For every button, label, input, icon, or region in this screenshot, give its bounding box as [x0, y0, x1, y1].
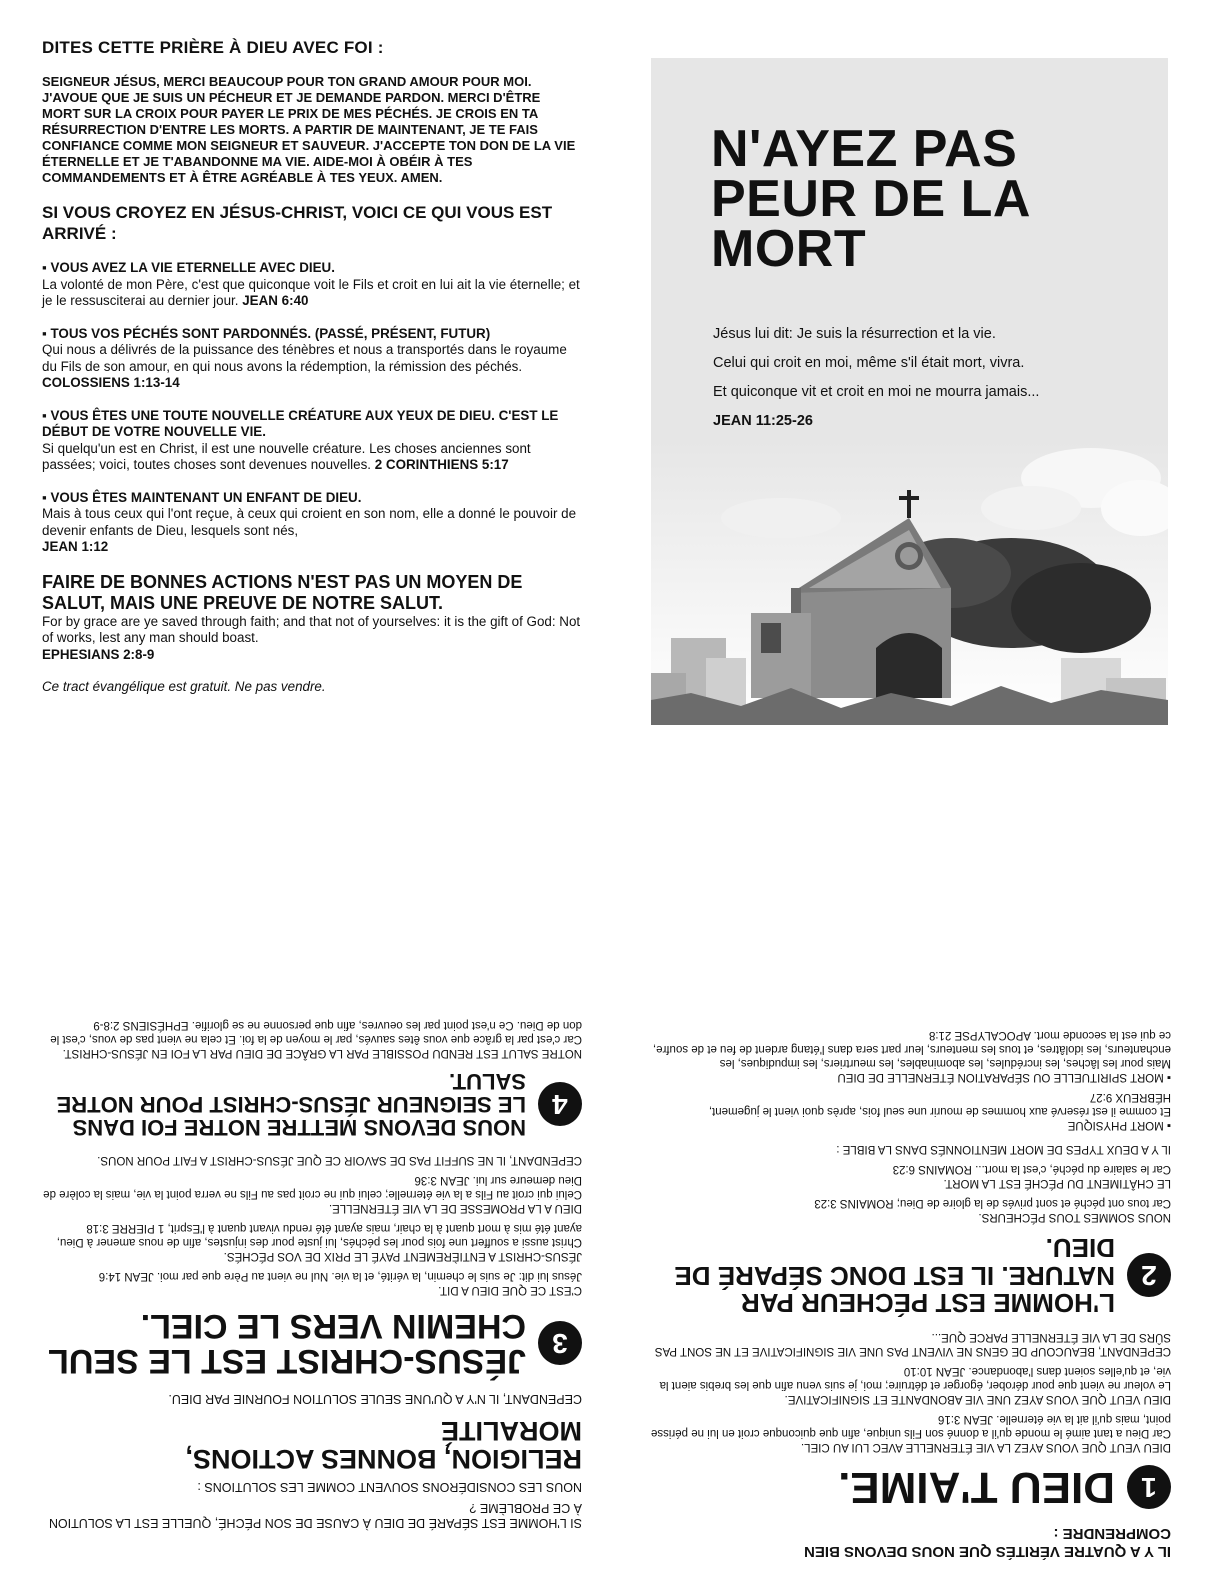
verse-text: Car Dieu a tant aimé le monde qu'il a donné son Fils unique, afin que quiconque croit en lui ne périsse point, mais qu'il ait la vie éternelle.	[650, 1412, 1171, 1439]
verse-ref: HÉBREUX 9:27	[1089, 1090, 1171, 1103]
benefit-item	[42, 326, 582, 392]
benefit-ref: JEAN 1:12	[42, 539, 109, 554]
verse-text: Le voleur ne vient que pour dérober, égorger et détruire; moi, je suis venu afin que les brebis aient la vie, et qu'elles soient dans l'abondance.	[659, 1364, 1171, 1391]
verse-text: Jésus lui dit: Je suis le chemin, la vérité, et la vie. Nul ne vient au Père que par moi.	[156, 1269, 582, 1282]
solutions-list: RELIGION, BONNES ACTIONS, MORALITÉ	[185, 1415, 582, 1474]
benefit-ref: JEAN 6:40	[242, 293, 309, 308]
benefit-title: ▪ VOUS ÊTES MAINTENANT UN ENFANT DE DIEU.	[42, 489, 362, 505]
step-2-title: L'HOMME EST PÉCHEUR PAR NATURE. IL EST DONC SÉPARÉ DE DIEU.	[674, 1233, 1115, 1318]
benefit-title: ▪ VOUS ÊTES UNE TOUTE NOUVELLE CRÉATURE AUX YEUX DE DIEU. C'EST LE DÉBUT DE VOTRE NOUVELLE VIE.	[42, 407, 559, 439]
benefit-title: ▪ VOUS AVEZ LA VIE ETERNELLE AVEC DIEU.	[42, 260, 335, 275]
verse-ref: APOCALYPSE 21:8	[928, 1028, 1031, 1041]
verse-text: Et comme il est réservé aux hommes de mourir une seul fois, après quoi vient le jugement,	[708, 1104, 1171, 1117]
verse-text: Mais pour les lâches, les incrédules, les abominables, les meurtriers, les impudiques, les enchanteurs, les idolâtres, et tous les menteurs, leur part sera dans l'étang ardent de feu et de soufre, ce qui est la seconde mort.	[652, 1028, 1171, 1069]
solution-question: SI L'HOMME EST SÉPARÉ DE DIEU À CAUSE DE SON PÉCHÉ, QUELLE EST LA SOLUTION À CE PROBLÈME ?	[48, 1501, 582, 1530]
step-1-point: DIEU VEUT QUE VOUS AYEZ LA VIE ÉTERNELLE AVEC LUI AU CIEL.	[800, 1440, 1171, 1453]
benefit-text: Mais à tous ceux qui l'ont reçue, à ceux qui croient en son nom, elle a donné le pouvoir de devenir enfants de Dieu, lesquels sont nés,	[42, 506, 577, 538]
verse-ref: JEAN 10:10	[903, 1364, 966, 1377]
benefit-text: La volonté de mon Père, c'est que quiconque voit le Fils et croit en lui ait la vie éternelle; et je le ressusciterai au dernier jour.	[42, 276, 580, 308]
step-2-point: IL Y A DEUX TYPES DE MORT MENTIONNÉS DANS LA BIBLE :	[836, 1142, 1171, 1155]
solution-intro: NOUS LES CONSIDÉRONS SOUVENT COMME LES SOLUTIONS :	[197, 1480, 582, 1494]
step-3-point: JÉSUS-CHRIST A ENTIÈREMENT PAYÉ LE PRIX DE VOS PÉCHÉS.	[223, 1249, 582, 1262]
only-one-solution: CEPENDANT, IL N'Y A QU'UNE SEULE SOLUTION FOURNIE PAR DIEU.	[168, 1392, 582, 1407]
verse-ref: JEAN 3:16	[938, 1412, 993, 1425]
death-verse	[651, 1090, 1171, 1118]
chapel-illustration	[651, 438, 1168, 725]
step-number-badge: 1	[1127, 1465, 1171, 1509]
step-2-header	[651, 1234, 1171, 1316]
benefit-text: Si quelqu'un est en Christ, il est une nouvelle créature. Les choses anciennes sont passées; voici, toutes choses sont devenues nouvelles.	[42, 440, 531, 472]
verse-ref: 1 PIERRE 3:18	[86, 1221, 165, 1234]
steps-1-2-panel	[651, 830, 1171, 1560]
step-3-point: C'EST CE QUE DIEU A DIT.	[438, 1283, 582, 1296]
step-4-verse	[42, 1018, 582, 1046]
cover-panel	[651, 58, 1168, 725]
step-4-title: NOUS DEVONS METTRE NOTRE FOI DANS LE SEIGNEUR JÉSUS-CHRIST POUR NOTRE SALUT.	[56, 1068, 526, 1140]
verse-ref: JEAN 14:6	[98, 1269, 154, 1282]
works-quote: For by grace are ye saved through faith; and that not of yourselves: it is the gift of God: Not of works, lest any man should boast.	[42, 613, 581, 645]
step-2-verse	[651, 1162, 1171, 1176]
benefit-item	[42, 260, 582, 310]
step-2-point: LE CHÂTIMENT DU PÉCHÉ EST LA MORT.	[943, 1176, 1171, 1189]
step-3-verse	[42, 1221, 582, 1249]
believe-heading: SI VOUS CROYEZ EN JÉSUS-CHRIST, VOICI CE QUI VOUS EST ARRIVÉ :	[42, 203, 553, 243]
step-2-verse	[651, 1196, 1171, 1210]
verse-ref: ROMAINS 6:23	[892, 1162, 972, 1175]
step-number-badge: 2	[1127, 1253, 1171, 1297]
verse-text: Christ aussi a souffert une fois pour les péchés, lui juste pour des injustes, afin de nous amener à Dieu, ayant été mis à mort quant à la chair, mais ayant été rendu vivant quant à l'Esprit,	[56, 1221, 582, 1248]
death-type: ▪ MORT SPIRITUELLE OU SÉPARATION ÉTERNELLE DE DIEU	[837, 1070, 1171, 1083]
verse-text: Car le salaire du péché, c'est la mort...	[975, 1162, 1171, 1175]
step-3-verse	[42, 1173, 582, 1201]
steps-3-4-panel	[42, 830, 582, 1530]
step-3-point: CEPENDANT, IL NE SUFFIT PAS DE SAVOIR CE QUE JÉSUS-CHRIST A FAIT POUR NOUS.	[97, 1153, 582, 1166]
verse-ref: EPHÉSIENS 2:8-9	[93, 1018, 189, 1031]
step-4-point: NOTRE SALUT EST RENDU POSSIBLE PAR LA GRÂCE DE DIEU PAR LA FOI EN JÉSUS-CHRIST.	[62, 1046, 582, 1059]
verse-text: Car tous ont péché et sont privés de la gloire de Dieu;	[896, 1196, 1171, 1209]
intro-text: IL Y A QUATRE VÉRITÉS QUE NOUS DEVONS BIEN COMPRENDRE :	[803, 1525, 1171, 1560]
step-2-point: NOUS SOMMES TOUS PÉCHEURS.	[978, 1210, 1171, 1223]
step-1-verse	[651, 1412, 1171, 1440]
step-number-badge: 4	[538, 1082, 582, 1126]
step-1-verse	[651, 1364, 1171, 1392]
step-3-header	[42, 1306, 582, 1381]
benefit-item	[42, 408, 582, 474]
death-verse	[651, 1028, 1171, 1070]
prayer-text: SEIGNEUR JÉSUS, MERCI BEAUCOUP POUR TON GRAND AMOUR POUR MOI. J'AVOUE QUE JE SUIS UN PÉCHEUR ET JE DEMANDE PARDON. MERCI D'ÊTRE MORT SUR LA CROIX POUR PAYER LE PRIX DE MES PÉCHÉS. JE CROIS EN TA RÉSURRECTION D'ENTRE LES MORTS. A PARTIR DE MAINTENANT, JE TE FAIS CONFIANCE COMME MON SEIGNEUR ET SAUVEUR. J'ACCEPTE TON DON DE LA VIE ÉTERNELLE ET JE T'ABANDONNE MA VIE. AIDE-MOI À OBÉIR À TES COMMANDEMENTS ET À ÊTRE AGRÉABLE À TES YEUX. AMEN.	[42, 74, 576, 185]
works-ref: EPHESIANS 2:8-9	[42, 646, 155, 662]
step-number-badge: 3	[538, 1321, 582, 1365]
verse-text: Celui qui croit au Fils a la vie éternelle; celui qui ne croit pas au Fils ne verra point la vie, mais la colère de Dieu demeure sur lui.	[43, 1173, 582, 1200]
step-3-verse	[42, 1269, 582, 1283]
step-1-title: DIEU T'AIME.	[838, 1463, 1115, 1512]
benefit-ref: COLOSSIENS 1:13-14	[42, 375, 180, 390]
benefit-item	[42, 490, 582, 556]
prayer-heading: DITES CETTE PRIÈRE À DIEU AVEC FOI :	[42, 38, 384, 57]
verse-ref: ROMAINS 3:23	[814, 1196, 894, 1209]
prayer-panel	[42, 38, 582, 694]
verse-text: Car c'est par la grâce que vous êtes sauvés, par le moyen de la foi. Et cela ne vient pas de vous, c'est le don de Dieu. Ce n'est point par les oeuvres, afin que personne ne se glorifie.	[50, 1018, 582, 1045]
step-1-point: CEPENDANT, BEAUCOUP DE GENS NE VIVENT PAS UNE VIE SIGNIFICATIVE ET NE SONT PAS SÛRS DE LA VIE ÉTERNELLE PARCE QUE...	[654, 1330, 1171, 1357]
benefit-text: Qui nous a délivrés de la puissance des ténèbres et nous a transportés dans le royaume du Fils de son amour, en qui nous avons la rédemption, la rémission des péchés.	[42, 342, 567, 374]
step-1-point: DIEU VEUT QUE VOUS AYEZ UNE VIE ABONDANTE ET SIGNIFICATIVE.	[784, 1392, 1171, 1405]
quote-line: Et quiconque vit et croit en moi ne mourra jamais...	[713, 384, 1040, 400]
step-4-header	[42, 1070, 582, 1139]
death-type: ▪ MORT PHYSIQUE	[1067, 1118, 1171, 1131]
works-heading: FAIRE DE BONNES ACTIONS N'EST PAS UN MOYEN DE SALUT, MAIS UNE PREUVE DE NOTRE SALUT.	[42, 571, 523, 613]
quote-line: Jésus lui dit: Je suis la résurrection et la vie.	[713, 326, 996, 342]
quote-line: Celui qui croit en moi, même s'il était mort, vivra.	[713, 355, 1025, 371]
quote-ref: JEAN 11:25-26	[713, 413, 813, 429]
benefit-ref: 2 CORINTHIENS 5:17	[374, 457, 509, 472]
cover-title: N'AYEZ PAS PEUR DE LA MORT	[711, 120, 1029, 278]
step-3-title: JÉSUS-CHRIST EST LE SEUL CHEMIN VERS LE CIEL.	[48, 1306, 526, 1381]
cover-quote	[713, 320, 1153, 436]
step-1-header	[651, 1464, 1171, 1510]
free-note: Ce tract évangélique est gratuit. Ne pas vendre.	[42, 679, 326, 694]
benefit-title: ▪ TOUS VOS PÉCHÉS SONT PARDONNÉS. (PASSÉ, PRÉSENT, FUTUR)	[42, 325, 491, 341]
works-text	[42, 614, 582, 664]
step-3-point: DIEU A LA PROMESSE DE LA VIE ÉTERNELLE.	[328, 1201, 582, 1214]
verse-ref: JEAN 3:36	[414, 1173, 470, 1186]
